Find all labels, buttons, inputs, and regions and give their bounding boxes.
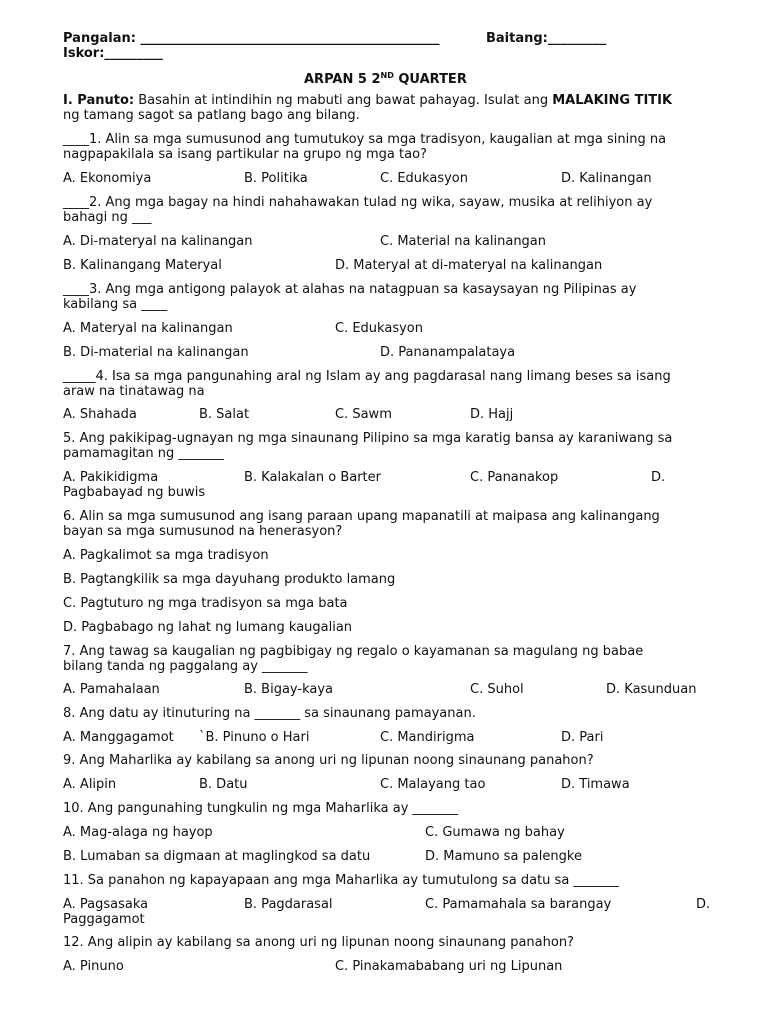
q6-choice-c: C. Pagtuturo ng mga tradisyon sa mga bata <box>63 596 348 611</box>
q6-choice-a: A. Pagkalimot sa mga tradisyon <box>63 548 269 563</box>
question-9-text: 9. Ang Maharlika ay kabilang sa anong uri ng lipunan noong sinaunang panahon? <box>63 753 594 768</box>
question-2-text: ____2. Ang mga bagay na hindi nahahawakan tulad ng wika, sayaw, musika at relihiyon ay <box>63 195 653 210</box>
q6-choice-d: D. Pagbabago ng lahat ng lumang kaugalian <box>63 620 353 635</box>
q7-choice-d: D. Kasunduan <box>606 682 697 697</box>
q2-choice-d: D. Materyal at di-materyal na kalinangan <box>335 258 603 273</box>
q10-choice-d: D. Mamuno sa palengke <box>425 849 582 864</box>
q11-choice-a: A. Pagsasaka <box>63 897 149 912</box>
q7-choice-b: B. Bigay-kaya <box>244 682 334 697</box>
q2-choice-a: A. Di-materyal na kalinangan <box>63 234 253 249</box>
q3-choice-d: D. Pananampalataya <box>380 345 516 360</box>
q9-choice-a: A. Alipin <box>63 777 117 792</box>
q3-choice-b: B. Di-material na kalinangan <box>63 345 249 360</box>
question-8-text: 8. Ang datu ay itinuturing na _______ sa sinaunang pamayanan. <box>63 706 476 721</box>
q11-choice-d-text: Paggagamot <box>63 912 145 927</box>
question-2-text-cont: bahagi ng ___ <box>63 210 152 225</box>
q2-choice-b: B. Kalinangang Materyal <box>63 258 222 273</box>
q2-choice-c: C. Material na kalinangan <box>380 234 547 249</box>
question-10-text: 10. Ang pangunahing tungkulin ng mga Maharlika ay _______ <box>63 801 459 816</box>
q8-choice-b: `B. Pinuno o Hari <box>199 730 310 745</box>
grade-field-label: Baitang:_________ <box>486 31 607 46</box>
question-6-text-cont: bayan sa mga sumusunod na henerasyon? <box>63 524 343 539</box>
q11-choice-b: B. Pagdarasal <box>244 897 333 912</box>
q12-choice-a: A. Pinuno <box>63 959 124 974</box>
q10-choice-a: A. Mag-alaga ng hayop <box>63 825 213 840</box>
instruction-line-1: I. Panuto: Basahin at intindihin ng mabuti ang bawat pahayag. Isulat ang MALAKING TITIK <box>63 93 673 108</box>
name-field-label: Pangalan: ______________________________________________ <box>63 31 440 46</box>
question-5-text: 5. Ang pakikipag-ugnayan ng mga sinaunang Pilipino sa mga karatig bansa ay karaniwang sa <box>63 431 673 446</box>
question-6-text: 6. Alin sa mga sumusunod ang isang paraan upang mapanatili at maipasa ang kalinangang <box>63 509 660 524</box>
q1-choice-a: A. Ekonomiya <box>63 171 152 186</box>
q3-choice-c: C. Edukasyon <box>335 321 423 336</box>
q5-choice-d: D. <box>651 470 666 485</box>
q4-choice-b: B. Salat <box>199 407 250 422</box>
q4-choice-a: A. Shahada <box>63 407 137 422</box>
question-1-text: ____1. Alin sa mga sumusunod ang tumutukoy sa mga tradisyon, kaugalian at mga sining na <box>63 132 667 147</box>
q11-choice-c: C. Pamamahala sa barangay <box>425 897 612 912</box>
q11-choice-d: D. <box>696 897 711 912</box>
question-5-text-cont: pamamagitan ng _______ <box>63 446 224 461</box>
q10-choice-c: C. Gumawa ng bahay <box>425 825 565 840</box>
question-4-text-cont: araw na tinatawag na <box>63 384 205 399</box>
q12-choice-c: C. Pinakamababang uri ng Lipunan <box>335 959 563 974</box>
score-field-label: Iskor:_________ <box>63 46 163 61</box>
question-7-text-cont: bilang tanda ng paggalang ay _______ <box>63 659 308 674</box>
q4-choice-c: C. Sawm <box>335 407 392 422</box>
question-12-text: 12. Ang alipin ay kabilang sa anong uri ng lipunan noong sinaunang panahon? <box>63 935 574 950</box>
q8-choice-a: A. Manggagamot <box>63 730 174 745</box>
q9-choice-b: B. Datu <box>199 777 248 792</box>
q4-choice-d: D. Hajj <box>470 407 514 422</box>
q9-choice-c: C. Malayang tao <box>380 777 486 792</box>
question-3-text: ____3. Ang mga antigong palayok at alahas na natagpuan sa kasaysayan ng Pilipinas ay <box>63 282 637 297</box>
page-title: ARPAN 5 2ND QUARTER <box>304 71 467 87</box>
q3-choice-a: A. Materyal na kalinangan <box>63 321 233 336</box>
q8-choice-d: D. Pari <box>561 730 604 745</box>
q5-choice-c: C. Pananakop <box>470 470 559 485</box>
question-1-text-cont: nagpapakilala sa isang partikular na grupo ng mga tao? <box>63 147 427 162</box>
q8-choice-c: C. Mandirigma <box>380 730 475 745</box>
question-3-text-cont: kabilang sa ____ <box>63 297 168 312</box>
q1-choice-b: B. Politika <box>244 171 308 186</box>
q5-choice-d-text: Pagbabayad ng buwis <box>63 485 206 500</box>
q7-choice-a: A. Pamahalaan <box>63 682 160 697</box>
question-11-text: 11. Sa panahon ng kapayapaan ang mga Maharlika ay tumutulong sa datu sa _______ <box>63 873 619 888</box>
q1-choice-d: D. Kalinangan <box>561 171 652 186</box>
q5-choice-a: A. Pakikidigma <box>63 470 159 485</box>
q7-choice-c: C. Suhol <box>470 682 524 697</box>
q10-choice-b: B. Lumaban sa digmaan at maglingkod sa datu <box>63 849 371 864</box>
q5-choice-b: B. Kalakalan o Barter <box>244 470 381 485</box>
q9-choice-d: D. Timawa <box>561 777 630 792</box>
instruction-line-2: ng tamang sagot sa patlang bago ang bilang. <box>63 108 360 123</box>
title-superscript: ND <box>380 71 394 80</box>
question-4-text: _____4. Isa sa mga pangunahing aral ng Islam ay ang pagdarasal nang limang beses sa isang <box>63 369 671 384</box>
q1-choice-c: C. Edukasyon <box>380 171 468 186</box>
question-7-text: 7. Ang tawag sa kaugalian ng pagbibigay ng regalo o kayamanan sa magulang ng babae <box>63 644 644 659</box>
q6-choice-b: B. Pagtangkilik sa mga dayuhang produkto lamang <box>63 572 396 587</box>
